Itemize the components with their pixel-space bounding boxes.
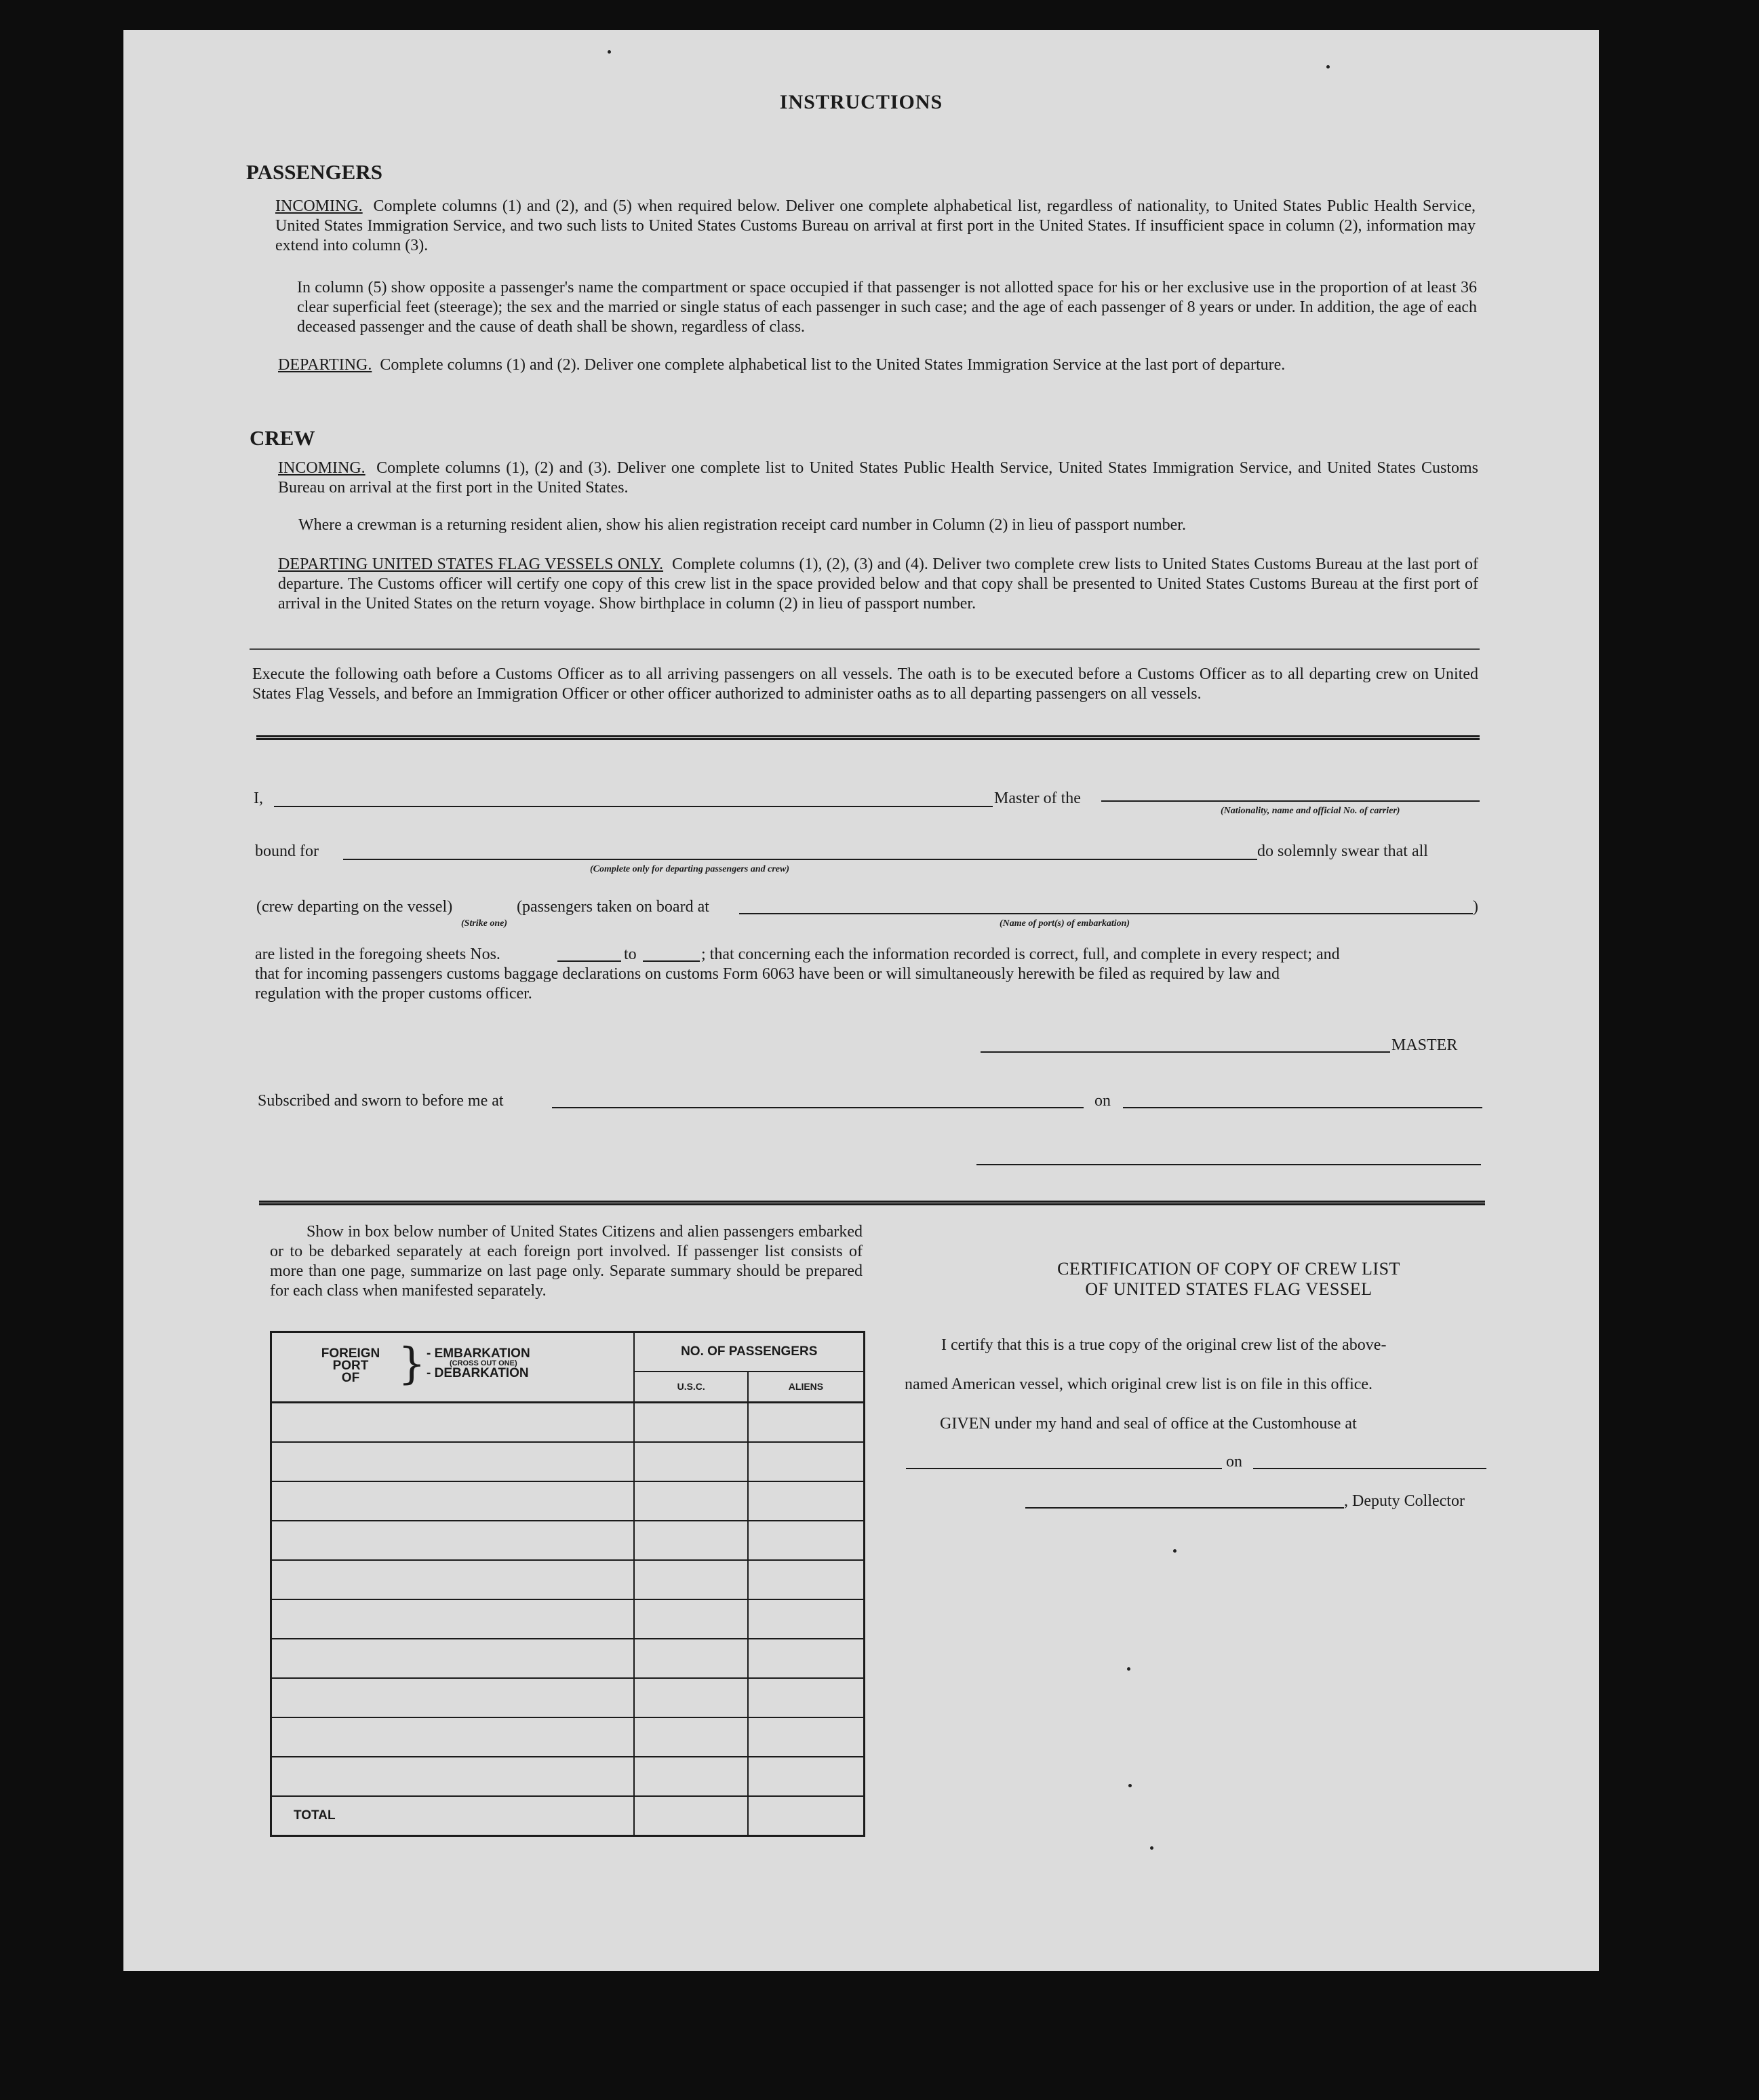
double-rule-top [256, 735, 1480, 740]
of-label: OF [341, 1371, 360, 1385]
table-row [271, 1403, 865, 1443]
passenger-summary-table [270, 1331, 865, 1837]
deputy-collector-label: , Deputy Collector [1344, 1492, 1465, 1510]
listed-rest-text: ; that concerning each the information recorded is correct, full, and complete in every respect; and [701, 946, 1340, 963]
master-name-field[interactable] [274, 806, 993, 807]
certification-title-line1: CERTIFICATION OF COPY OF CREW LIST [1057, 1259, 1400, 1279]
certify-line2: named American vessel, which original crew list is on file in this office. [905, 1376, 1373, 1393]
foreign-label: FOREIGN [321, 1346, 380, 1361]
port-cell[interactable] [271, 1481, 635, 1521]
divider-line [250, 648, 1480, 650]
port-label: PORT [332, 1359, 369, 1373]
customhouse-field[interactable] [906, 1468, 1222, 1469]
usc-cell[interactable] [634, 1717, 748, 1757]
strike-one-caption: (Strike one) [461, 918, 508, 929]
instructions-title: INSTRUCTIONS [779, 91, 943, 113]
aliens-cell[interactable] [748, 1521, 865, 1560]
master-label: MASTER [1391, 1036, 1458, 1054]
table-row [271, 1560, 865, 1599]
port-cell[interactable] [271, 1639, 635, 1678]
usc-cell[interactable] [634, 1639, 748, 1678]
aliens-cell[interactable] [748, 1442, 865, 1481]
sworn-place-field[interactable] [552, 1107, 1084, 1108]
total-usc-cell[interactable] [634, 1796, 748, 1835]
passengers-incoming-label: INCOMING. [275, 197, 363, 215]
aliens-cell[interactable] [748, 1678, 865, 1717]
sworn-date-field[interactable] [1123, 1107, 1482, 1108]
usc-cell[interactable] [634, 1403, 748, 1443]
passengers-departing-label: DEPARTING. [278, 356, 372, 374]
aliens-cell[interactable] [748, 1560, 865, 1599]
certify-line1: I certify that this is a true copy of the original crew list of the above- [941, 1336, 1387, 1354]
crew-incoming-text: Complete columns (1), (2) and (3). Deliver one complete list to United States Public Health Service, United States Immigration Service, and United States Customs Bureau on arrival at the first port in the United States. [278, 459, 1478, 497]
subscribed-label: Subscribed and sworn to before me at [258, 1092, 504, 1110]
sworn-on-label: on [1094, 1092, 1111, 1110]
listed-line2: that for incoming passengers customs baggage declarations on customs Form 6063 have been or will simultaneously herewith be filed as required by law and [255, 965, 1280, 983]
aliens-cell[interactable] [748, 1639, 865, 1678]
close-paren: ) [1473, 898, 1478, 916]
summary-note: Show in box below number of United States Citizens and alien passengers embarked or to be debarked separately at each foreign port involved. If passenger list consists of more than one page, summarize on last page only. Separate summary should be prepared for each class when manifested separately. [270, 1223, 863, 1300]
bound-for-field[interactable] [343, 859, 1257, 860]
total-aliens-cell[interactable] [748, 1796, 865, 1835]
port-cell[interactable] [271, 1678, 635, 1717]
usc-cell[interactable] [634, 1481, 748, 1521]
port-cell[interactable] [271, 1403, 635, 1443]
scan-speck [608, 50, 611, 54]
crew-departing-label: DEPARTING UNITED STATES FLAG VESSELS ONLY. [278, 556, 664, 573]
table-row [271, 1599, 865, 1639]
nationality-caption: (Nationality, name and official No. of carrier) [1221, 806, 1400, 816]
aliens-cell[interactable] [748, 1717, 865, 1757]
usc-header: U.S.C. [634, 1372, 748, 1403]
table-row [271, 1442, 865, 1481]
port-cell[interactable] [271, 1442, 635, 1481]
no-of-passengers-header: NO. OF PASSENGERS [634, 1332, 864, 1372]
given-line: GIVEN under my hand and seal of office at the Customhouse at [940, 1415, 1357, 1433]
officer-signature-field[interactable] [976, 1164, 1481, 1165]
sheets-from-field[interactable] [557, 960, 621, 962]
crew-incoming-paragraph [278, 459, 1478, 498]
to-label: to [624, 946, 637, 963]
usc-cell[interactable] [634, 1678, 748, 1717]
scan-speck [1150, 1846, 1153, 1850]
port-cell[interactable] [271, 1521, 635, 1560]
passengers-incoming-text: Complete columns (1) and (2), and (5) when required below. Deliver one complete alphabetical list, regardless of nationality, to United States Public Health Service, United States Immigration Service, and two such lists to United States Customs Bureau on arrival at first port in the United States. If insufficient space in column (2), information may extend into column (3). [275, 197, 1476, 254]
brace-glyph: } [398, 1339, 426, 1389]
listed-sheets-text: are listed in the foregoing sheets Nos. [255, 946, 500, 963]
name-of-ports-caption: (Name of port(s) of embarkation) [1000, 918, 1130, 929]
foreign-port-header [271, 1332, 635, 1403]
total-label: TOTAL [271, 1796, 635, 1835]
sheets-to-field[interactable] [643, 960, 700, 962]
usc-cell[interactable] [634, 1521, 748, 1560]
crew-departing-option: (crew departing on the vessel) [256, 898, 453, 916]
crew-departing-text: Complete columns (1), (2), (3) and (4). Deliver two complete crew lists to United States Customs Bureau at the last port of departure. The Customs officer will certify one copy of this crew list in the space provided below and that copy shall be presented to United States Customs Bureau at the first port of arrival in the United States on the return voyage. Show birthplace in column (2) in lieu of passport number. [278, 556, 1478, 612]
port-cell[interactable] [271, 1717, 635, 1757]
aliens-cell[interactable] [748, 1757, 865, 1796]
table-row [271, 1678, 865, 1717]
deputy-collector-signature-field[interactable] [1025, 1507, 1344, 1509]
table-row [271, 1639, 865, 1678]
passengers-column5-paragraph: In column (5) show opposite a passenger's name the compartment or space occupied if that passenger is not allotted space for his or her exclusive use in the proportion of at least 36 clear superficial feet (steerage); the sex and the married or single status of each passenger in such case; and the age of each passenger of 8 years or under. In addition, the age of each deceased passenger and the cause of death shall be shown, regardless of class. [297, 279, 1477, 336]
table-row [271, 1757, 865, 1796]
passengers-incoming-paragraph [275, 197, 1476, 256]
usc-cell[interactable] [634, 1757, 748, 1796]
scan-speck [1128, 1784, 1132, 1787]
crew-incoming-label: INCOMING. [278, 459, 365, 477]
table-row [271, 1521, 865, 1560]
passengers-departing-paragraph [278, 355, 1477, 375]
do-solemnly-text: do solemnly swear that all [1257, 842, 1428, 860]
certification-on-label: on [1226, 1453, 1242, 1471]
complete-only-caption: (Complete only for departing passengers and crew) [590, 864, 789, 874]
total-row [271, 1796, 865, 1835]
master-signature-field[interactable] [981, 1051, 1390, 1053]
aliens-cell[interactable] [748, 1599, 865, 1639]
carrier-field[interactable] [1101, 800, 1480, 802]
scan-speck [1173, 1549, 1177, 1553]
certification-title [978, 1259, 1480, 1300]
aliens-cell[interactable] [748, 1403, 865, 1443]
crew-alien-paragraph: Where a crewman is a returning resident alien, show his alien registration receipt card number in Column (2) in lieu of passport number. [298, 516, 1186, 534]
certification-title-line2: OF UNITED STATES FLAG VESSEL [1085, 1279, 1372, 1299]
oath-i: I, [254, 790, 263, 807]
passengers-taken-option: (passengers taken on board at [517, 898, 709, 916]
cross-out-caption: (CROSS OUT ONE) [450, 1359, 517, 1367]
table-row [271, 1717, 865, 1757]
passengers-departing-text: Complete columns (1) and (2). Deliver one complete alphabetical list to the United States Immigration Service at the last port of departure. [380, 356, 1286, 374]
embarkation-option[interactable]: - EMBARKATION [427, 1346, 530, 1361]
scan-speck [1326, 65, 1330, 69]
debarkation-option[interactable]: - DEBARKATION [427, 1366, 529, 1380]
aliens-header: ALIENS [748, 1372, 865, 1403]
crew-departing-paragraph [278, 555, 1478, 614]
passengers-heading: PASSENGERS [246, 160, 382, 184]
table-row [271, 1481, 865, 1521]
master-of-the-label: Master of the [994, 790, 1081, 807]
double-rule-bottom [259, 1201, 1485, 1205]
certification-date-field[interactable] [1253, 1468, 1486, 1469]
crew-heading: CREW [250, 426, 315, 450]
scan-speck [1127, 1667, 1130, 1671]
oath-intro: Execute the following oath before a Customs Officer as to all arriving passengers on all vessels. The oath is to be executed before a Customs Officer as to all departing crew on United States Flag Vessels, and before an Immigration Officer or other officer authorized to administer oaths as to all departing passengers on all vessels. [252, 665, 1478, 703]
usc-cell[interactable] [634, 1599, 748, 1639]
bound-for-label: bound for [255, 842, 319, 860]
form-page [123, 30, 1599, 1971]
aliens-cell[interactable] [748, 1481, 865, 1521]
usc-cell[interactable] [634, 1560, 748, 1599]
port-cell[interactable] [271, 1757, 635, 1796]
usc-cell[interactable] [634, 1442, 748, 1481]
port-of-embarkation-field[interactable] [739, 913, 1473, 914]
listed-line3: regulation with the proper customs officer. [255, 985, 532, 1003]
port-cell[interactable] [271, 1599, 635, 1639]
port-cell[interactable] [271, 1560, 635, 1599]
